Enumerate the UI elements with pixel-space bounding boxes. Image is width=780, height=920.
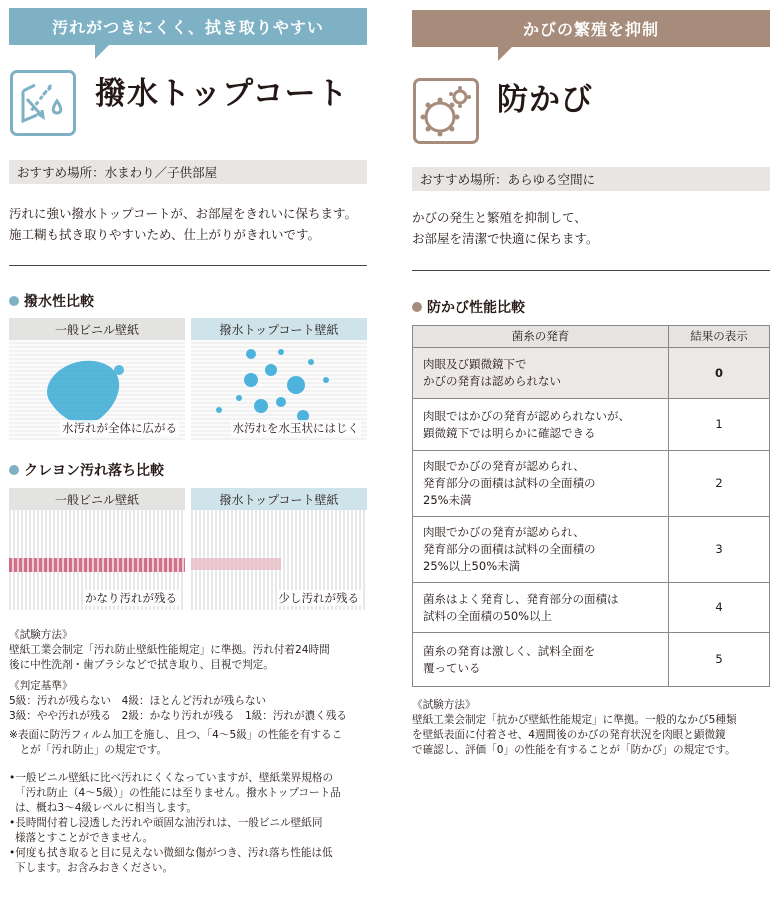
test-method [412, 698, 774, 758]
note-line: ※表面に防汚フィルム加工を施し、且つ、「4～5級」の性能を有するこ [9, 729, 343, 741]
growth-description [413, 348, 669, 399]
table-row [413, 399, 770, 451]
growth-description [413, 399, 669, 451]
text-line: 肉眼でかびの発育が認められ、 [423, 525, 585, 539]
bullet-dot-icon [9, 465, 19, 475]
note-line: とが「汚れ防止」の規定です。 [9, 744, 168, 756]
divider [9, 265, 367, 266]
test-method-heading: 《試験方法》 [9, 629, 73, 641]
description [412, 207, 599, 249]
result-value: 0 [669, 348, 770, 399]
feature-banner: かびの繁殖を抑制 [412, 10, 770, 47]
result-value: 5 [669, 633, 770, 687]
recommended-location: おすすめ場所：水まわり／子供部屋 [9, 160, 367, 184]
result-value: 4 [669, 583, 770, 633]
text-line: 3級：やや汚れが残る 2級：かなり汚れが残る 1級：汚れが濃く残る [9, 710, 348, 722]
divider [412, 270, 770, 271]
panel-caption: 少し汚れが残る [278, 591, 359, 605]
growth-description [413, 517, 669, 583]
text-line: 発育部分の面積は試料の全面積の [423, 476, 596, 490]
panel-label: 撥水トップコート壁紙 [191, 318, 367, 340]
comparison-panel [9, 318, 185, 440]
table-row [413, 348, 770, 399]
text-line: 肉眼でかびの発育が認められ、 [423, 459, 585, 473]
table-row [413, 633, 770, 687]
comparison-panel [191, 488, 367, 610]
text-line: 肉眼ではかびの発育が認められないが、 [423, 408, 630, 423]
text-line: 肉眼及び顕微鏡下で [423, 357, 527, 371]
panel-caption: かなり汚れが残る [85, 591, 177, 605]
text-line: 菌糸はよく発育し、発育部分の面積は [423, 591, 619, 606]
table-row [413, 583, 770, 633]
bullet-line: •一般ビニル壁紙に比べ汚れにくくなっていますが、壁紙業界規格の [9, 772, 334, 784]
text-line: 菌糸の発育は激しく、試料全面を [423, 643, 596, 658]
page-title: 撥水トップコート [95, 76, 349, 112]
text-line: で確認し、評価「0」の性能を有することが「防かび」の規定です。 [412, 744, 736, 756]
feature-banner: 汚れがつきにくく、拭き取りやすい [9, 8, 367, 45]
text-line: 覆っている [423, 660, 481, 675]
text-line: 試料の全面積の50%以上 [423, 608, 553, 623]
text-line: 壁紙工業会制定「抗かび壁紙性能規定」に準拠。一般的なかび5種類 [412, 714, 737, 726]
panel-caption: 水汚れを水玉状にはじく [232, 421, 359, 435]
growth-description [413, 583, 669, 633]
bullet-line: は、概ね3～4級レベルに相当します。 [15, 802, 198, 814]
text-line: かびの発育は認められない [423, 374, 561, 388]
section-heading [9, 291, 94, 311]
text-line: 後に中性洗剤・歯ブラシなどで拭き取り、目視で判定。 [9, 659, 274, 671]
growth-description [413, 633, 669, 687]
section-heading [9, 460, 164, 480]
panel-caption: 水汚れが全体に広がる [62, 421, 177, 435]
text-line: 顕微鏡下では明らかに確認できる [423, 425, 596, 440]
text-line: 25%未満 [423, 493, 472, 507]
description [9, 203, 357, 245]
table-row [413, 517, 770, 583]
page-title: 防かび [497, 82, 593, 118]
panel-label: 撥水トップコート壁紙 [191, 488, 367, 510]
bullet-line: •長時間付着し浸透した汚れや頑固な油汚れは、一般ビニル壁紙同 [9, 817, 323, 829]
result-value: 3 [669, 517, 770, 583]
recommended-location: おすすめ場所：あらゆる空間に [412, 167, 770, 191]
bullet-line: 下します。お含みおきください。 [15, 862, 174, 874]
bullet-line: •何度も拭き取ると目に見えない微細な傷がつき、汚れ落ち性能は低 [9, 847, 333, 859]
bullet-line: 様落とすことができません。 [15, 832, 154, 844]
comparison-panel [191, 318, 367, 440]
bullet-dot-icon [9, 296, 19, 306]
description-line: 汚れに強い撥水トップコートが、お部屋をきれいに保ちます。 [9, 206, 358, 221]
section-heading [412, 297, 525, 317]
table-header: 菌糸の発育 [413, 326, 669, 348]
water-repellent-icon [10, 70, 76, 136]
result-value: 2 [669, 451, 770, 517]
result-value: 1 [669, 399, 770, 451]
table-header: 結果の表示 [669, 326, 770, 348]
heading-text: 撥水性比較 [24, 294, 94, 310]
table-row [413, 451, 770, 517]
heading-text: クレヨン汚れ落ち比較 [24, 463, 164, 479]
description-line: お部屋を清潔で快適に保ちます。 [412, 231, 599, 246]
mold-gear-icon [413, 78, 479, 144]
growth-description [413, 451, 669, 517]
description-line: 施工糊も拭き取りやすいため、仕上がりがきれいです。 [9, 227, 321, 242]
test-method-heading: 《試験方法》 [412, 699, 476, 711]
test-method [9, 628, 371, 876]
mold-results-table [412, 325, 770, 687]
text-line: 25%以上50%未満 [423, 559, 521, 573]
panel-label: 一般ビニル壁紙 [9, 488, 185, 510]
bullet-line: 「汚れ防止（4～5級）」の性能には至りません。撥水トップコート品 [15, 787, 341, 799]
text-line: 壁紙工業会制定「汚れ防止壁紙性能規定」に準拠。汚れ付着24時間 [9, 644, 330, 656]
text-line: を壁紙表面に付着させ、4週間後のかびの発育状況を肉眼と顕微鏡 [412, 729, 726, 741]
comparison-panel [9, 488, 185, 610]
text-line: 発育部分の面積は試料の全面積の [423, 542, 596, 556]
heading-text: 防かび性能比較 [427, 300, 525, 316]
description-line: かびの発生と繁殖を抑制して、 [412, 210, 587, 225]
text-line: 5級：汚れが残らない 4級：ほとんど汚れが残らない [9, 695, 267, 707]
criteria-heading: 《判定基準》 [9, 680, 73, 692]
panel-label: 一般ビニル壁紙 [9, 318, 185, 340]
bullet-dot-icon [412, 302, 422, 312]
